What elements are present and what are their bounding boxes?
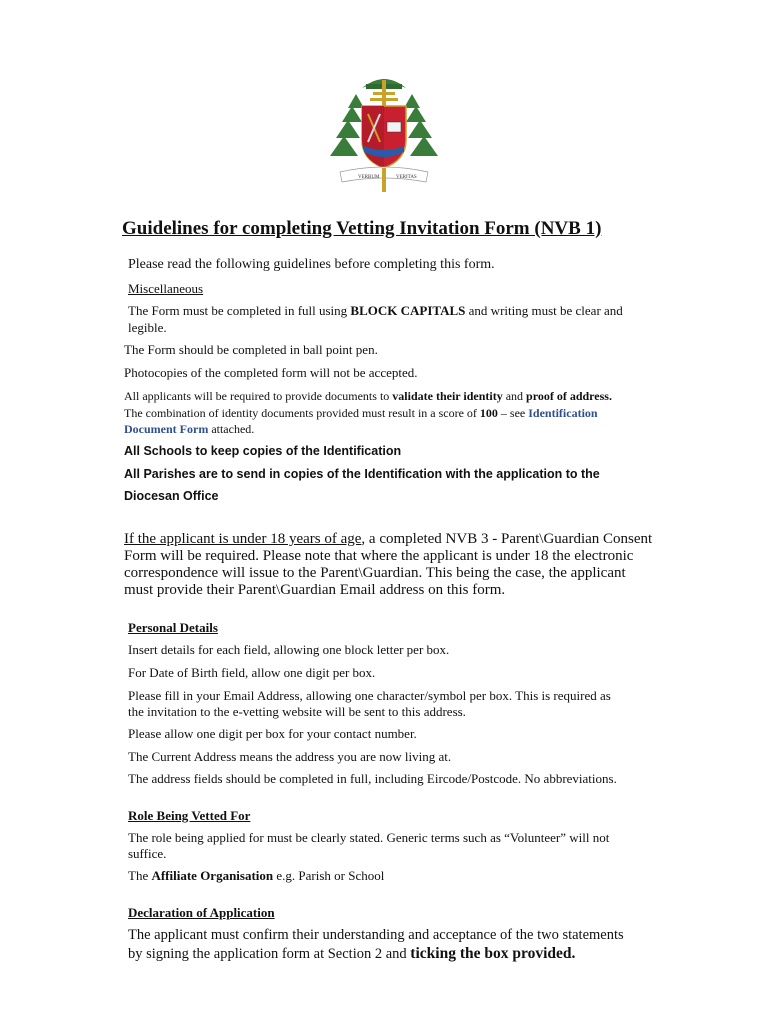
role-affiliate-org: The Affiliate Organisation e.g. Parish or School	[128, 868, 385, 883]
misc-score-text: The combination of identity documents provided must result in a score of 100 – see Identification	[124, 406, 598, 420]
role-description: The role being applied for must be clearly stated. Generic terms such as “Volunteer” will not	[128, 830, 610, 845]
misc-identity-docs: All applicants will be required to provide documents to validate their identity and proof of address.	[124, 389, 612, 403]
heading-miscellaneous: Miscellaneous	[128, 281, 204, 296]
personal-email-line2: the invitation to the e-vetting website will be sent to this address.	[128, 704, 466, 719]
misc-block-capitals: The Form must be completed in full using BLOCK CAPITALS and writing must be clear and	[128, 303, 623, 318]
personal-block-letter: Insert details for each field, allowing one block letter per box.	[128, 642, 450, 657]
misc-photocopies: Photocopies of the completed form will not be accepted.	[124, 365, 418, 380]
crest-motto-left: VERBUM	[358, 175, 380, 180]
schools-notice: All Schools to keep copies of the Identification	[124, 444, 402, 458]
personal-dob: For Date of Birth field, allow one digit per box.	[128, 665, 376, 680]
misc-ball-point: The Form should be completed in ball point pen.	[124, 342, 378, 357]
page-title: Guidelines for completing Vetting Invitation Form (NVB 1)	[122, 218, 602, 239]
parishes-notice: All Parishes are to send in copies of the Identification with the application to the	[124, 467, 600, 481]
heading-declaration: Declaration of Application	[128, 905, 275, 920]
intro-text: Please read the following guidelines before completing this form.	[128, 257, 495, 272]
under18-line4: must provide their Parent\Guardian Email address on this form.	[124, 582, 506, 598]
under18-line3: correspondence will issue to the Parent\Guardian. This being the case, the applicant	[124, 565, 626, 581]
personal-address-fields: The address fields should be completed in full, including Eircode/Postcode. No abbreviations.	[128, 771, 617, 786]
role-description-line2: suffice.	[128, 846, 167, 861]
declaration-line1: The applicant must confirm their understanding and acceptance of the two statements	[128, 927, 624, 943]
identification-document-form-link-2[interactable]: Document Form	[124, 422, 209, 436]
heading-role-vetted: Role Being Vetted For	[128, 808, 251, 823]
misc-block-capitals-line2: legible.	[128, 320, 167, 335]
misc-score-text-line2: Document Form attached.	[124, 422, 255, 436]
heading-personal-details: Personal Details	[128, 620, 218, 635]
personal-current-address: The Current Address means the address you are now living at.	[128, 749, 452, 764]
under18-line1: If the applicant is under 18 years of age, a completed NVB 3 - Parent\Guardian Consent	[124, 531, 653, 547]
declaration-line2: by signing the application form at Section 2 and ticking the box provided.	[128, 945, 576, 962]
personal-email: Please fill in your Email Address, allowing one character/symbol per box. This is required as	[128, 688, 611, 703]
under18-line2: Form will be required. Please note that where the applicant is under 18 the electronic	[124, 548, 634, 564]
diocesan-crest-logo	[326, 70, 442, 194]
parishes-notice-line2: Diocesan Office	[124, 489, 219, 503]
crest-motto-right: VERITAS	[396, 175, 417, 180]
personal-contact-number: Please allow one digit per box for your contact number.	[128, 726, 417, 741]
identification-document-form-link[interactable]: Identification	[528, 406, 598, 420]
